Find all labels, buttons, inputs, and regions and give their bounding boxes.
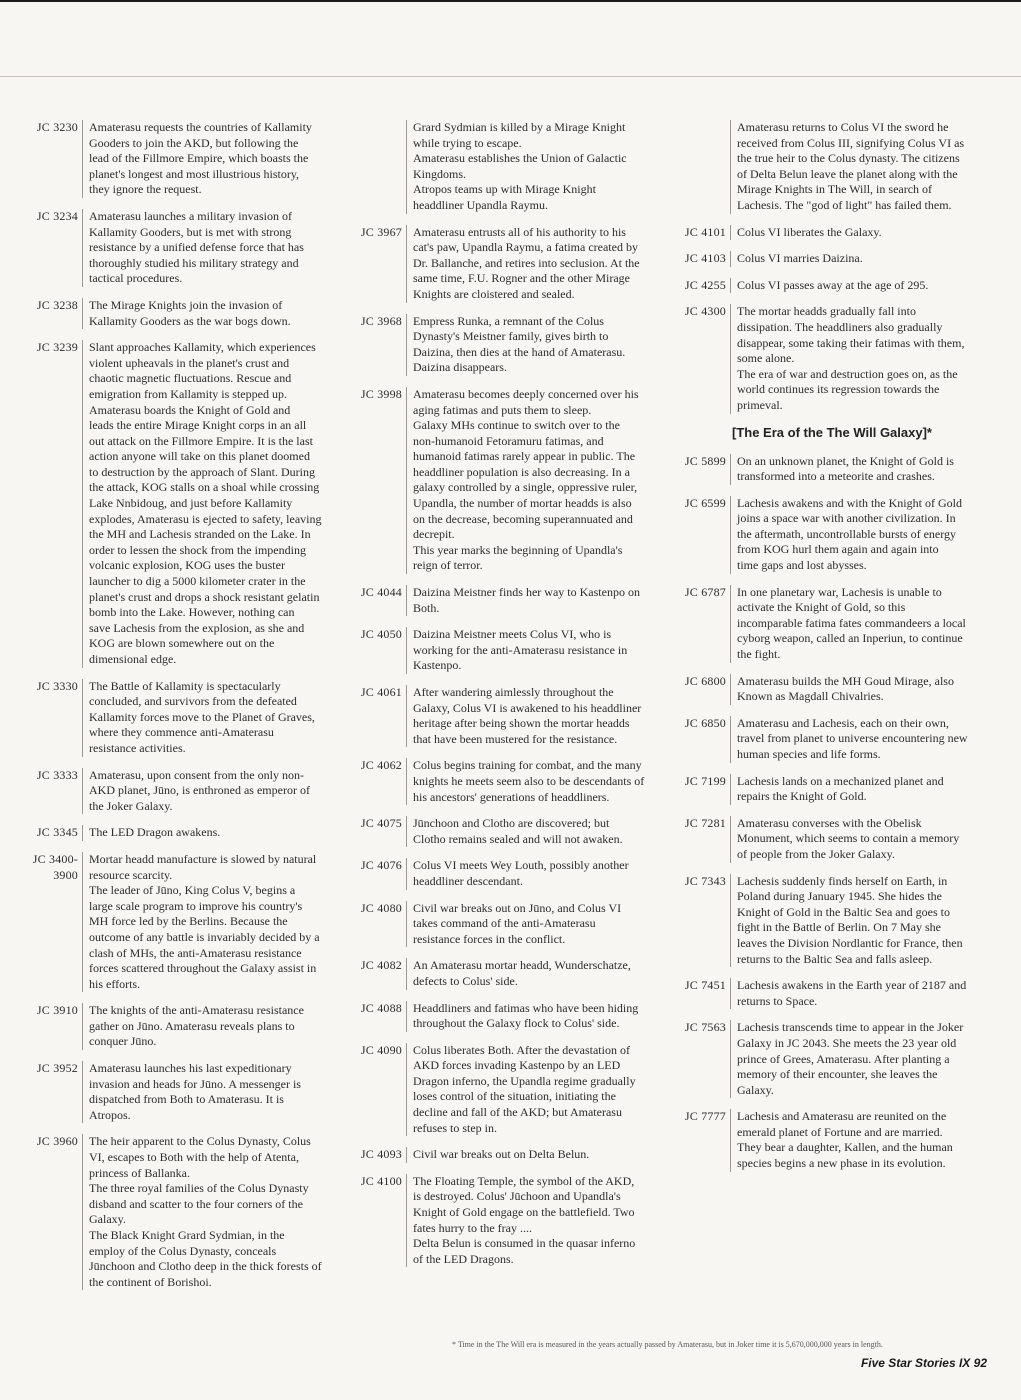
timeline-entry bbox=[670, 874, 986, 968]
entry-text: Grard Sydmian is killed by a Mirage Knight while trying to escape. Amaterasu establishes the Union of Galactic Kingdoms. Atropos teams up with Mirage Knight headdliner Upandla Raymu. bbox=[406, 120, 666, 214]
entry-text: Amaterasu converses with the Obelisk Monument, which seems to contain a memory of people from the Joker Galaxy. bbox=[730, 816, 986, 863]
timeline-entry bbox=[670, 251, 986, 267]
entry-year: JC 4076 bbox=[360, 858, 402, 873]
entry-text: Daizina Meistner finds her way to Kastenpo on Both. bbox=[406, 585, 666, 616]
timeline-entry bbox=[346, 314, 666, 376]
entry-year: JC 3910 bbox=[36, 1003, 78, 1018]
timeline-entry bbox=[346, 225, 666, 303]
entry-text: Colus VI passes away at the age of 295. bbox=[730, 278, 986, 294]
entry-year: JC 3230 bbox=[36, 120, 78, 134]
entry-year: JC 4093 bbox=[360, 1147, 402, 1162]
entry-text: An Amaterasu mortar headd, Wunderschatze, defects to Colus' side. bbox=[406, 958, 666, 989]
entry-text: Lachesis and Amaterasu are reunited on the emerald planet of Fortune and are married. They bear a daughter, Kallen, and the human species begins a new phase in its evolution. bbox=[730, 1109, 986, 1171]
era-heading: [The Era of the The Will Galaxy]* bbox=[732, 424, 932, 440]
timeline-entry bbox=[346, 1147, 666, 1163]
entry-year: JC 4061 bbox=[360, 685, 402, 699]
entry-text: The mortar headds gradually fall into dissipation. The headdliners also gradually disappear, some taking their fatimas with them, some alone. The era of war and destruction goes on, as the world continues its regression towards the primeval. bbox=[730, 304, 986, 413]
entry-text: The Mirage Knights join the invasion of Kallamity Gooders as the war bogs down. bbox=[82, 298, 342, 329]
timeline-column-1 bbox=[22, 120, 342, 1301]
timeline-column-3-bottom bbox=[670, 454, 986, 1172]
timeline-entry bbox=[670, 716, 986, 763]
footnote: * Time in the The Will era is measured in the years actually passed by Amaterasu, but in Joker time it is 5,670,000,000 years in length. bbox=[452, 1340, 883, 1349]
entry-year: JC 7281 bbox=[684, 815, 726, 830]
entry-year: JC 4082 bbox=[360, 958, 402, 973]
timeline-entry bbox=[670, 304, 986, 413]
timeline-entry bbox=[670, 1109, 986, 1171]
entry-year: JC 3952 bbox=[36, 1061, 78, 1076]
entry-year: JC 4101 bbox=[684, 224, 726, 239]
entry-year: JC 7563 bbox=[684, 1020, 726, 1035]
timeline-entry bbox=[346, 585, 666, 616]
entry-text: Colus VI marries Daizina. bbox=[730, 251, 986, 267]
timeline-entry bbox=[670, 496, 986, 574]
timeline-entry bbox=[346, 758, 666, 805]
timeline-entry bbox=[22, 1061, 342, 1123]
timeline-entry bbox=[670, 774, 986, 805]
timeline-entry bbox=[670, 816, 986, 863]
timeline-entry bbox=[22, 1134, 342, 1290]
entry-year: JC 3234 bbox=[36, 208, 78, 223]
entry-year: JC 3960 bbox=[36, 1134, 78, 1149]
timeline-entry bbox=[346, 958, 666, 989]
entry-year: JC 6787 bbox=[684, 584, 726, 599]
timeline-entry bbox=[22, 825, 342, 841]
timeline-entry bbox=[22, 340, 342, 667]
entry-text: Empress Runka, a remnant of the Colus Dynasty's Meistner family, gives birth to Daizina, then dies at the hand of Amaterasu. Daizina disappears. bbox=[406, 314, 666, 376]
entry-year: JC 4300 bbox=[684, 304, 726, 319]
entry-year: JC 3345 bbox=[36, 825, 78, 840]
entry-year: JC 4090 bbox=[360, 1042, 402, 1057]
entry-year: JC 4062 bbox=[360, 758, 402, 773]
entry-text: Jūnchoon and Clotho are discovered; but Clotho remains sealed and will not awaken. bbox=[406, 816, 666, 847]
entry-year: JC 4050 bbox=[360, 627, 402, 642]
entry-text: Lachesis lands on a mechanized planet and repairs the Knight of Gold. bbox=[730, 774, 986, 805]
timeline-column-3-top bbox=[670, 120, 986, 414]
entry-year: JC 4088 bbox=[360, 1000, 402, 1015]
timeline-entry bbox=[22, 209, 342, 287]
entry-text: Amaterasu returns to Colus VI the sword he received from Colus III, signifying Colus VI as the true heir to the Colus dynasty. The citizens of Delta Belun leave the planet along with the Mirage Knights in The Will, in search of Lachesis. The "god of light" has failed them. bbox=[730, 120, 986, 214]
entry-year: JC 7451 bbox=[684, 978, 726, 993]
timeline-entry bbox=[670, 978, 986, 1009]
entry-text: Civil war breaks out on Jūno, and Colus VI takes command of the anti-Amaterasu resistance forces in the conflict. bbox=[406, 901, 666, 948]
timeline-entry bbox=[346, 1043, 666, 1137]
entry-text: Colus VI liberates the Galaxy. bbox=[730, 225, 986, 241]
timeline-entry bbox=[670, 1020, 986, 1098]
entry-text: The Floating Temple, the symbol of the AKD, is destroyed. Colus' Jūchoon and Upandla's Knight of Gold engage on the battlefield. Two fates hurry to the fray .... Delta Belun is consumed in the quasar inferno of the LED Dragons. bbox=[406, 1174, 666, 1268]
timeline-entry bbox=[346, 816, 666, 847]
entry-text: Daizina Meistner meets Colus VI, who is working for the anti-Amaterasu resistance in Kastenpo. bbox=[406, 627, 666, 674]
entry-year: JC 3968 bbox=[360, 313, 402, 328]
entry-text: After wandering aimlessly throughout the Galaxy, Colus VI is awakened to his headdliner heritage after being shown the mortar headds that have been mustered for the resistance. bbox=[406, 685, 666, 747]
entry-year: JC 4080 bbox=[360, 900, 402, 915]
entry-year: JC 6599 bbox=[684, 495, 726, 510]
entry-year: JC 4100 bbox=[360, 1173, 402, 1188]
entry-text: Amaterasu becomes deeply concerned over his aging fatimas and puts them to sleep. Galaxy MHs continue to switch over to the non-humanoid Fetoramuru fatimas, and humanoid fatimas rarely appear in public. The headdliner population is also decreasing. In a galaxy controlled by a single, oppressive ruler, Upandla, the number of mortar headds is also on the decrease, becoming superannuated and decrepit. This year marks the beginning of Upandla's reign of terror. bbox=[406, 387, 666, 574]
entry-text: Headdliners and fatimas who have been hiding throughout the Galaxy flock to Colus' side. bbox=[406, 1001, 666, 1032]
timeline-entry bbox=[670, 120, 986, 214]
entry-text: Amaterasu launches a military invasion of Kallamity Gooders, but is met with strong resistance by a unified defense force that has thoroughly studied his military strategy and tactical procedures. bbox=[82, 209, 342, 287]
entry-text: Slant approaches Kallamity, which experiences violent upheavals in the planet's crust and chaotic magnetic fluctuations. Rescue and emigration from Kallamity is stepped up. Amaterasu boards the Knight of Gold and leads the entire Mirage Knight corps in an all out attack on the Fillmore Empire. It is the last action anyone will take on this planet doomed to destruction by the approach of Slant. During the attack, KOG stalls on a shoal while crossing Lake Nnbidoug, and just before Kallamity explodes, Amaterasu is ejected to safety, leaving the MH and Lachesis stranded on the Lake. In order to lessen the shock from the impending volcanic explosion, KOG uses the buster launcher to dig a 5000 kilometer crater in the planet's crust and drops a shock resistant gelatin bomb into the Lake. However, nothing can save Lachesis from the explosion, as she and KOG are blown somewhere out on the dimensional edge. bbox=[82, 340, 342, 667]
timeline-column-2 bbox=[346, 120, 666, 1278]
entry-year: JC 3330 bbox=[36, 678, 78, 693]
entry-year: JC 3400- 3900 bbox=[32, 851, 78, 882]
entry-year: JC 4044 bbox=[360, 585, 402, 600]
timeline-entry bbox=[346, 901, 666, 948]
entry-year: JC 3998 bbox=[360, 386, 402, 401]
timeline-entry bbox=[346, 627, 666, 674]
timeline-column-3 bbox=[670, 120, 986, 1183]
entry-text: In one planetary war, Lachesis is unable to activate the Knight of Gold, so this incomparable fatima fates commandeers a local cyborg weapon, called an Inperiun, to continue the fight. bbox=[730, 585, 986, 663]
timeline-entry bbox=[346, 387, 666, 574]
entry-text: Mortar headd manufacture is slowed by natural resource scarcity. The leader of Jūno, King Colus V, begins a large scale program to improve his country's MH force led by the Berlins. Because the outcome of any battle is invariably decided by a clash of MHs, the anti-Amaterasu resistance forces scattered throughout the Galaxy assist in his efforts. bbox=[82, 852, 342, 992]
entry-text: Colus begins training for combat, and the many knights he meets seem also to be descendants of his ancestors' generations of headdliners. bbox=[406, 758, 666, 805]
timeline-entry bbox=[22, 298, 342, 329]
entry-year: JC 4075 bbox=[360, 816, 402, 831]
header-rule bbox=[0, 76, 1021, 77]
entry-year: JC 6800 bbox=[684, 673, 726, 688]
timeline-entry bbox=[346, 1174, 666, 1268]
entry-year: JC 6850 bbox=[684, 715, 726, 730]
entry-year: JC 7777 bbox=[684, 1109, 726, 1124]
page-footer: Five Star Stories IX 92 bbox=[860, 1356, 987, 1370]
timeline-entry bbox=[22, 768, 342, 815]
entry-year: JC 4103 bbox=[684, 251, 726, 266]
timeline-entry bbox=[22, 1003, 342, 1050]
timeline-entry bbox=[670, 225, 986, 241]
entry-text: The knights of the anti-Amaterasu resistance gather on Jūno. Amaterasu reveals plans to conquer Jūno. bbox=[82, 1003, 342, 1050]
entry-text: Colus VI meets Wey Louth, possibly another headdliner descendant. bbox=[406, 858, 666, 889]
timeline-entry bbox=[670, 278, 986, 294]
entry-text: Lachesis awakens in the Earth year of 2187 and returns to Space. bbox=[730, 978, 986, 1009]
entry-text: The heir apparent to the Colus Dynasty, Colus VI, escapes to Both with the help of Atenta, princess of Ballanka. The three royal families of the Colus Dynasty disband and scatter to the four corners of the Galaxy. The Black Knight Grard Sydmian, in the employ of the Colus Dynasty, conceals Jūnchoon and Clotho deep in the thick forests of the continent of Borishoi. bbox=[82, 1134, 342, 1290]
entry-year: JC 3239 bbox=[36, 340, 78, 355]
entry-text: The LED Dragon awakens. bbox=[82, 825, 342, 841]
entry-text: Amaterasu and Lachesis, each on their own, travel from planet to universe encountering new human species and life forms. bbox=[730, 716, 986, 763]
timeline-entry bbox=[670, 454, 986, 485]
entry-text: Lachesis awakens and with the Knight of Gold joins a space war with another civilization. In the aftermath, uncontrollable bursts of energy from KOG hurl them again and again into time gaps and lost abysses. bbox=[730, 496, 986, 574]
timeline-entry bbox=[22, 852, 342, 992]
entry-text: Amaterasu builds the MH Goud Mirage, also Known as Magdall Chivalries. bbox=[730, 674, 986, 705]
entry-text: Lachesis transcends time to appear in the Joker Galaxy in JC 2043. She meets the 23 year old prince of Grees, Amaterasu. After planting a memory of their encounter, she leaves the Galaxy. bbox=[730, 1020, 986, 1098]
entry-year: JC 3333 bbox=[36, 767, 78, 782]
timeline-entry bbox=[346, 858, 666, 889]
entry-year: JC 7199 bbox=[684, 773, 726, 788]
entry-text: Amaterasu launches his last expeditionary invasion and heads for Jūno. A messenger is dispatched from Both to Amaterasu. It is Atropos. bbox=[82, 1061, 342, 1123]
timeline-entry bbox=[670, 585, 986, 663]
timeline-entry bbox=[22, 679, 342, 757]
entry-year: JC 7343 bbox=[684, 873, 726, 888]
timeline-entry bbox=[22, 120, 342, 198]
entry-text: Lachesis suddenly finds herself on Earth, in Poland during January 1945. She hides the Knight of Gold in the Baltic Sea and goes to fight in the Battle of Berlin. On 7 May she leaves the Division Nordlantic for France, then returns to the Baltic Sea and falls asleep. bbox=[730, 874, 986, 968]
entry-year: JC 4255 bbox=[684, 277, 726, 292]
timeline-entry bbox=[346, 1001, 666, 1032]
timeline-entry bbox=[346, 120, 666, 214]
entry-text: Amaterasu requests the countries of Kallamity Gooders to join the AKD, but following the lead of the Fillmore Empire, which boasts the planet's longest and most illustrious history, they ignore the request. bbox=[82, 120, 342, 198]
entry-text: Amaterasu entrusts all of his authority to his cat's paw, Upandla Raymu, a fatima created by Dr. Ballanche, and retires into seclusion. At the same time, F.U. Rogner and the other Mirage Knights are cloistered and sealed. bbox=[406, 225, 666, 303]
entry-text: On an unknown planet, the Knight of Gold is transformed into a meteorite and crashes. bbox=[730, 454, 986, 485]
entry-text: The Battle of Kallamity is spectacularly concluded, and survivors from the defeated Kallamity forces move to the Planet of Graves, where they commence anti-Amaterasu resistance activities. bbox=[82, 679, 342, 757]
timeline-entry bbox=[670, 674, 986, 705]
entry-year: JC 3238 bbox=[36, 297, 78, 312]
entry-text: Civil war breaks out on Delta Belun. bbox=[406, 1147, 666, 1163]
entry-year: JC 3967 bbox=[360, 224, 402, 239]
entry-year: JC 5899 bbox=[684, 453, 726, 468]
entry-text: Colus liberates Both. After the devastation of AKD forces invading Kastenpo by an LED Dragon inferno, the Upandla regime gradually loses control of the situation, initiating the decline and fall of the AKD; but Amaterasu refuses to step in. bbox=[406, 1043, 666, 1137]
entry-text: Amaterasu, upon consent from the only non- AKD planet, Jūno, is enthroned as emperor of the Joker Galaxy. bbox=[82, 768, 342, 815]
top-rule bbox=[0, 0, 1021, 2]
timeline-entry bbox=[346, 685, 666, 747]
